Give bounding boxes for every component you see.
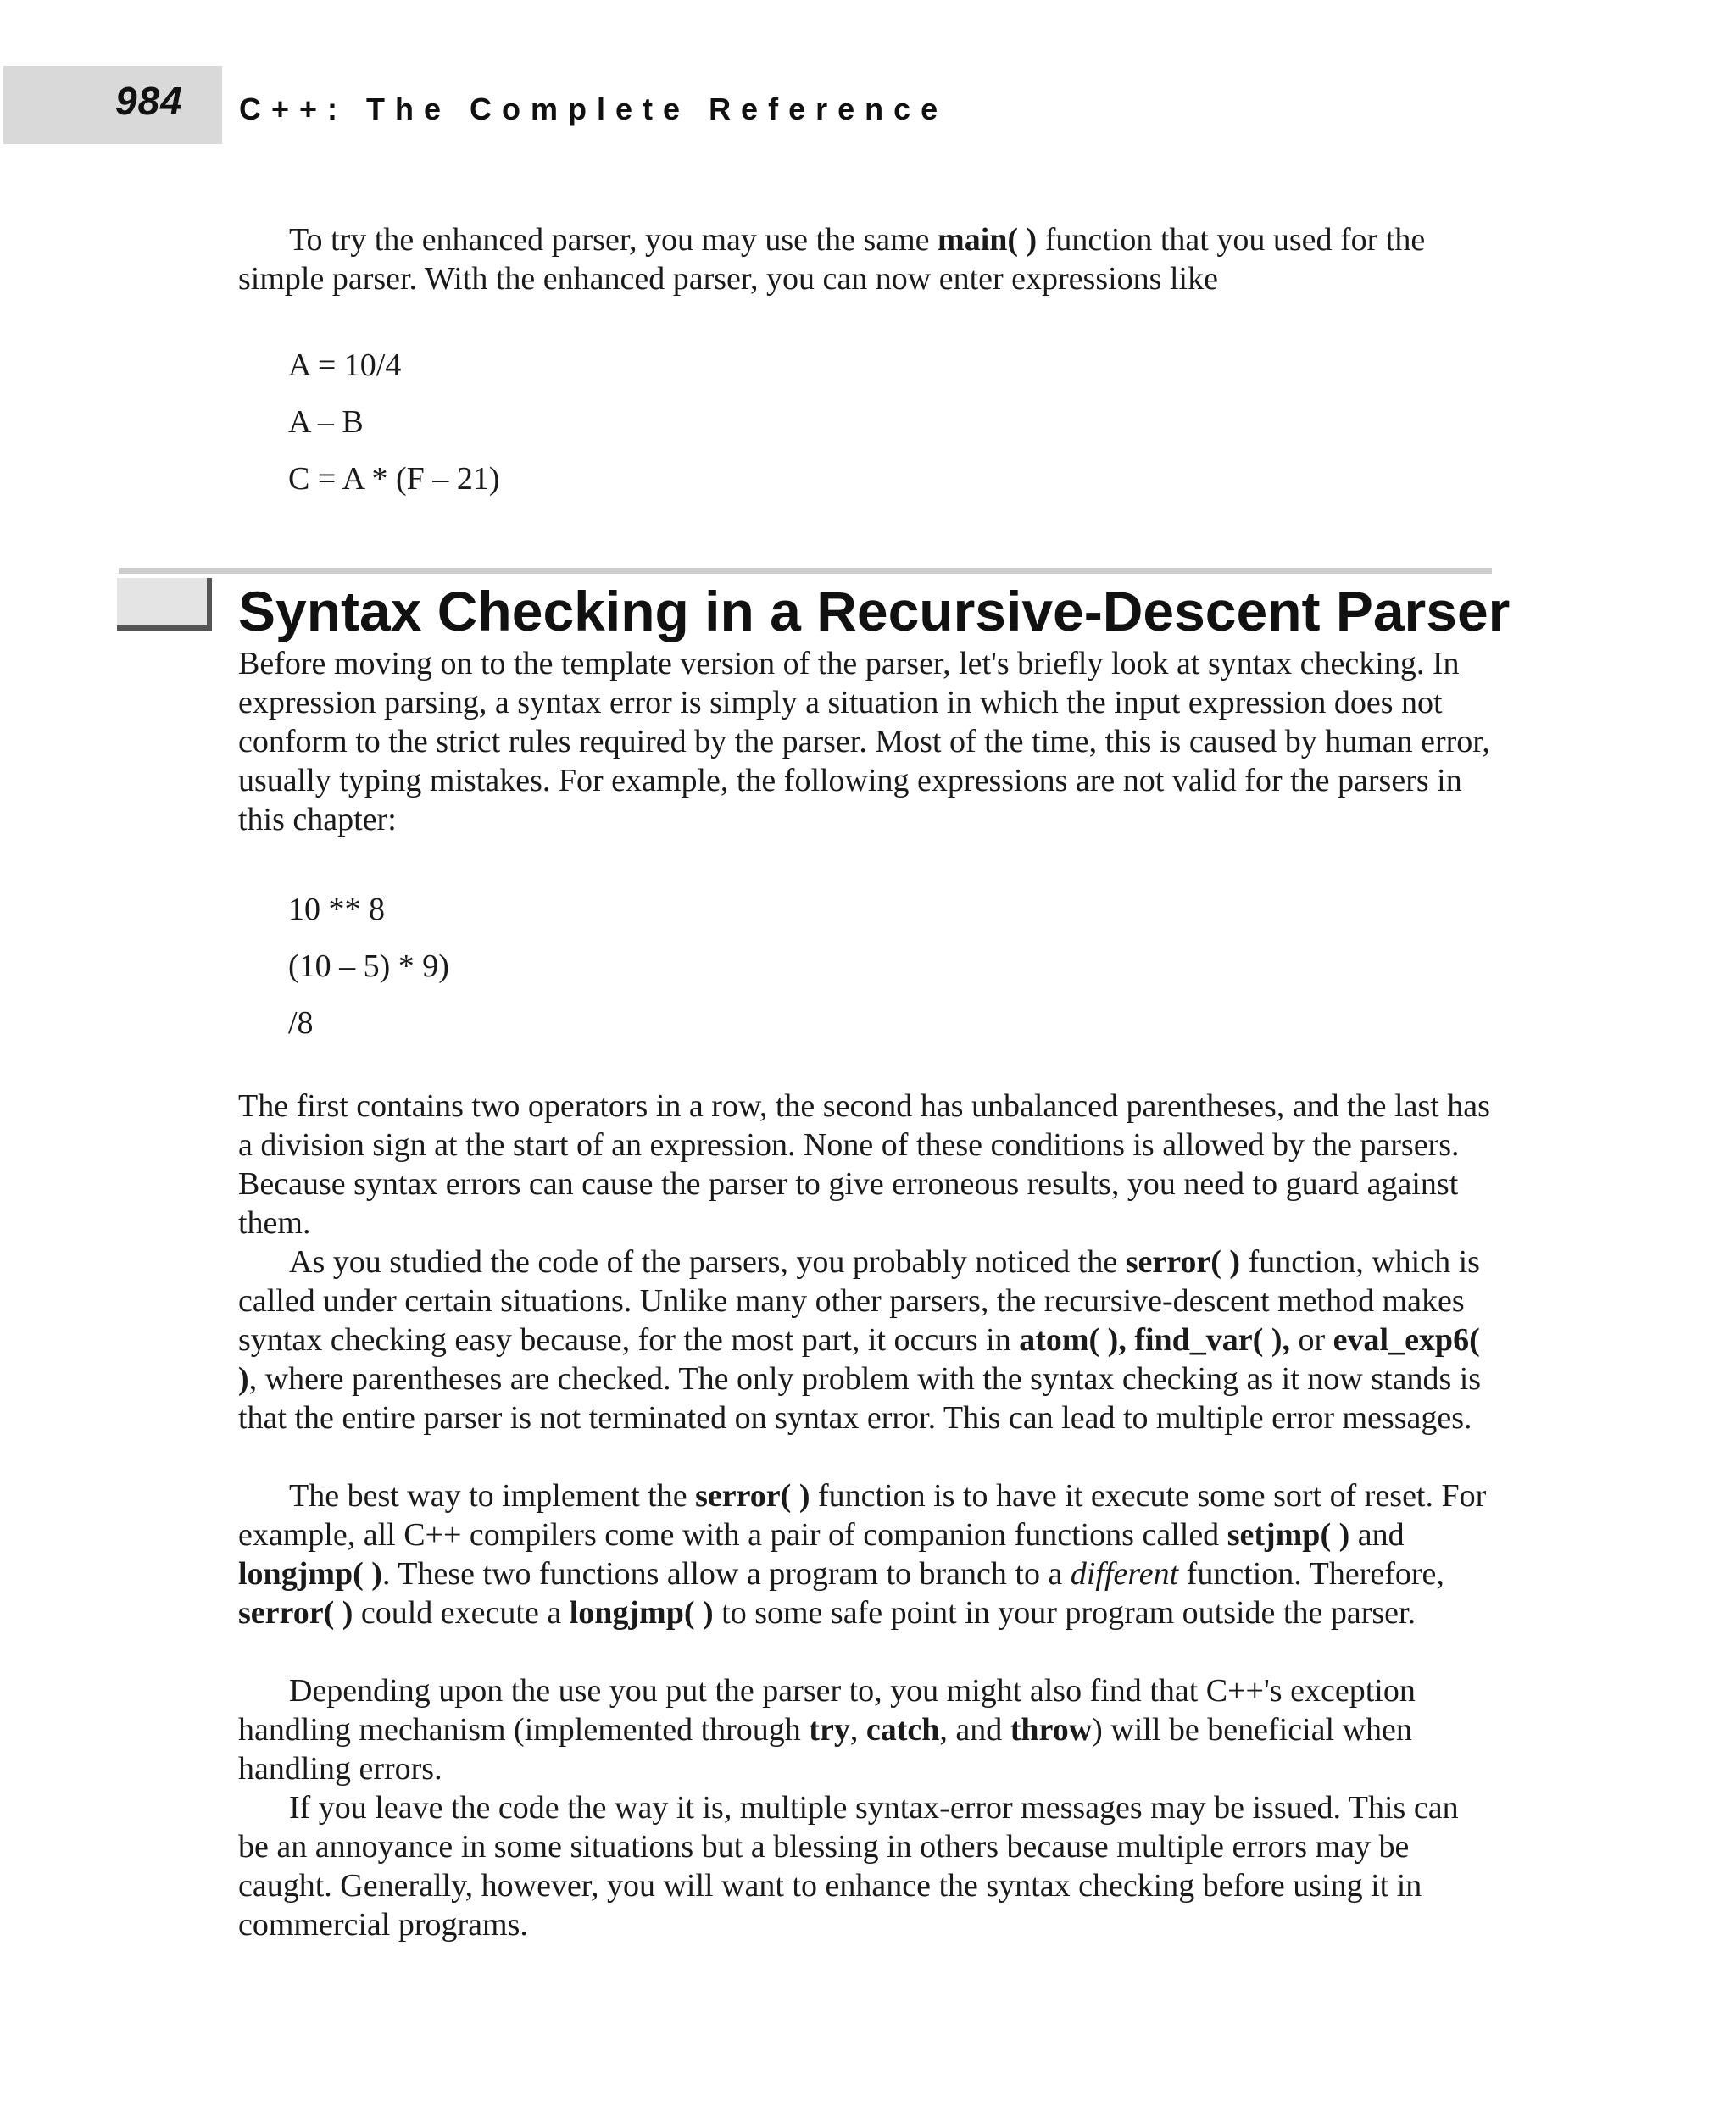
page-number-box	[3, 66, 222, 144]
code-term: longjmp( )	[238, 1556, 382, 1592]
page-number: 984	[115, 79, 183, 123]
running-title: C++: The Complete Reference	[239, 92, 949, 126]
example-line: C = A * (F – 21)	[288, 461, 500, 497]
section-paragraph-4: The best way to implement the serror( ) function is to have it execute some sort of reset. For example, all C++ compilers come with a pair of companion functions called setjmp( ) and longjmp( ). These two functions allow a program to branch to a different function. Therefore, serror( ) could execute a longjmp( ) to some safe point in your program outside the parser.	[238, 1478, 1487, 1631]
code-term: try	[809, 1712, 850, 1748]
section-rule	[119, 568, 1492, 574]
section-heading: Syntax Checking in a Recursive-Descent Parser	[238, 580, 1511, 642]
section-paragraph-2: The first contains two operators in a row, the second has unbalanced parentheses, and the last has a division sign at the start of an expression. None of these conditions is allowed by the parsers. Because syntax errors can cause the parser to give erroneous results, you need to guard against them.	[238, 1088, 1490, 1241]
code-term: catch	[865, 1712, 940, 1748]
example-line: /8	[288, 1005, 314, 1041]
section-paragraph-1: Before moving on to the template version of the parser, let's briefly look at syntax checking. In expression parsing, a syntax error is simply a situation in which the input expression does not conform to the strict rules required by the parser. Most of the time, this is caused by human error, usually typing mistakes. For example, the following expressions are not valid for the parsers in this chapter:	[238, 646, 1490, 837]
section-paragraph-3: As you studied the code of the parsers, you probably noticed the serror( ) function, which is called under certain situations. Unlike many other parsers, the recursive-descent method makes syntax checking easy because, for the most part, it occurs in atom( ), find_var( ), or eval_exp6( ), where parentheses are checked. The only problem with the syntax checking as it now stands is that the entire parser is not terminated on syntax error. This can lead to multiple error messages.	[238, 1244, 1482, 1436]
section-paragraph-5: Depending upon the use you put the parser to, you might also find that C++'s exception handling mechanism (implemented through try, catch, and throw) will be beneficial when handling errors.	[238, 1673, 1416, 1787]
example-line: A = 10/4	[288, 347, 402, 383]
example-line: A – B	[288, 404, 364, 440]
code-term: throw	[1010, 1712, 1093, 1748]
code-term: serror( )	[1125, 1244, 1241, 1280]
section-paragraph-6: If you leave the code the way it is, multiple syntax-error messages may be issued. This can be an annoyance in some situations but a blessing in others because multiple errors may be caught. Generally, however, you will want to enhance the syntax checking before using it in commercial programs.	[238, 1790, 1459, 1943]
code-term: longjmp( )	[569, 1595, 714, 1631]
emphasis: different	[1070, 1556, 1179, 1592]
code-term: setjmp( )	[1227, 1517, 1350, 1553]
code-term: eval_exp6( )	[238, 1322, 1480, 1397]
code-term: main( )	[938, 222, 1038, 258]
example-line: (10 – 5) * 9)	[288, 948, 449, 984]
code-term: atom( ), find_var( ),	[1019, 1322, 1290, 1358]
code-term: serror( )	[238, 1595, 353, 1631]
code-term: serror( )	[695, 1478, 810, 1514]
intro-paragraph: To try the enhanced parser, you may use the same main( ) function that you used for the simple parser. With the enhanced parser, you can now enter expressions like	[238, 222, 1426, 297]
section-marker	[117, 578, 212, 631]
example-line: 10 ** 8	[288, 892, 385, 927]
